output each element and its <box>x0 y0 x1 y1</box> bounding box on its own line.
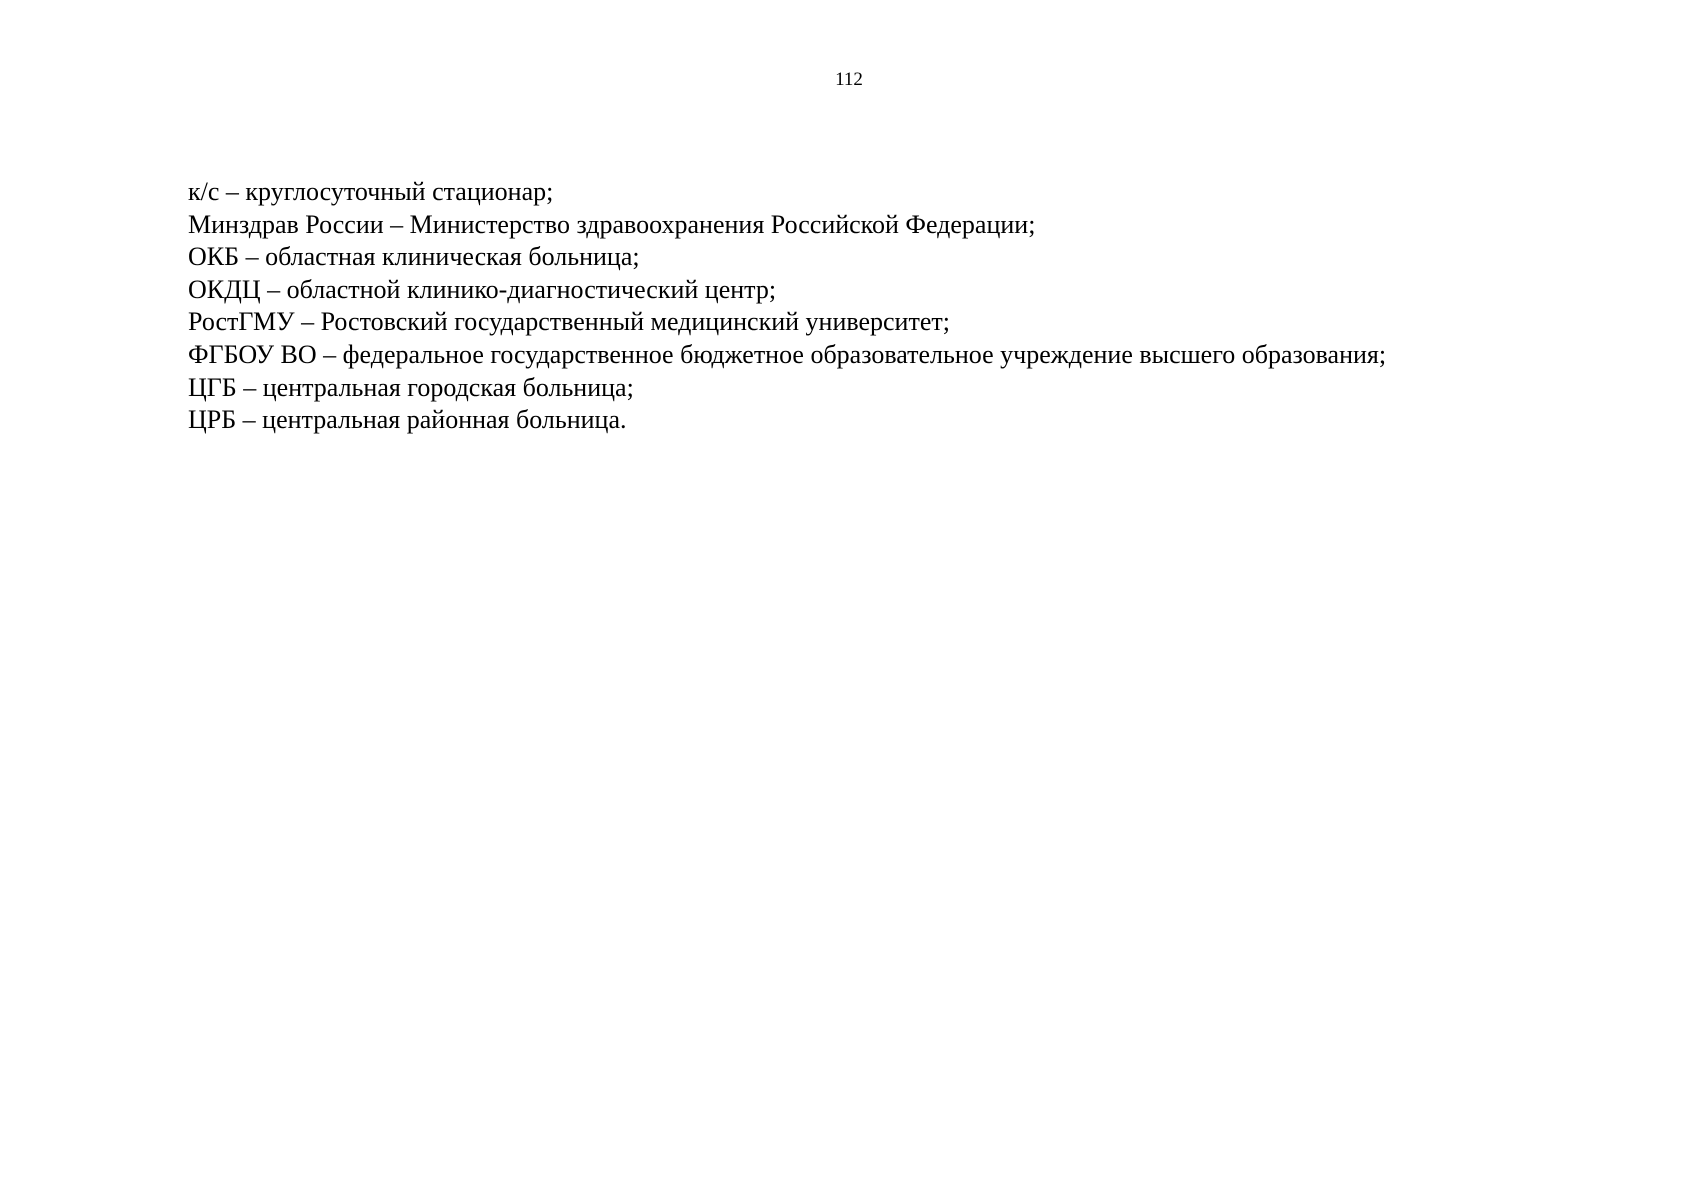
abbreviation-item <box>188 209 1386 242</box>
abbreviation-item <box>188 241 1386 274</box>
abbreviation-term: к/с <box>188 177 220 206</box>
abbreviation-term: ОКБ <box>188 242 240 272</box>
abbreviation-separator: – <box>316 339 343 369</box>
abbreviation-separator: – <box>219 177 246 206</box>
abbreviation-term: Минздрав России <box>188 209 384 239</box>
abbreviation-item <box>188 176 1386 209</box>
abbreviation-separator: – <box>260 274 287 304</box>
abbreviation-separator: – <box>383 209 410 239</box>
abbreviation-definition: федеральное государственное бюджетное образовательное учреждение высшего образования; <box>342 339 1387 369</box>
abbreviation-term: ЦРБ <box>188 405 237 435</box>
abbreviation-term: ОКДЦ <box>188 274 261 304</box>
abbreviation-separator: – <box>236 372 263 402</box>
abbreviation-item <box>188 274 1386 307</box>
abbreviation-definition: центральная городская больница; <box>262 372 634 402</box>
abbreviation-definition: Министерство здравоохранения Российской Федерации; <box>409 209 1036 239</box>
abbreviation-definition: Ростовский государственный медицинский университет; <box>320 307 950 337</box>
abbreviation-term: ФГБОУ ВО <box>188 339 317 369</box>
abbreviation-item <box>188 339 1386 372</box>
abbreviation-definition: областная клиническая больница; <box>265 242 640 272</box>
abbreviation-separator: – <box>294 307 321 337</box>
abbreviation-item <box>188 372 1386 405</box>
abbreviation-term: ЦГБ <box>188 372 237 402</box>
abbreviation-term: РостГМУ <box>188 307 295 337</box>
abbreviation-definition: центральная районная больница. <box>262 405 627 435</box>
abbreviation-item <box>188 306 1386 339</box>
abbreviation-separator: – <box>239 242 266 272</box>
abbreviation-separator: – <box>236 405 263 435</box>
abbreviation-item <box>188 404 1386 437</box>
abbreviation-definition: круглосуточный стационар; <box>245 177 554 206</box>
abbreviation-definition: областной клинико-диагностический центр; <box>286 274 777 304</box>
abbreviation-list <box>188 176 1386 437</box>
page-number: 112 <box>835 69 863 90</box>
